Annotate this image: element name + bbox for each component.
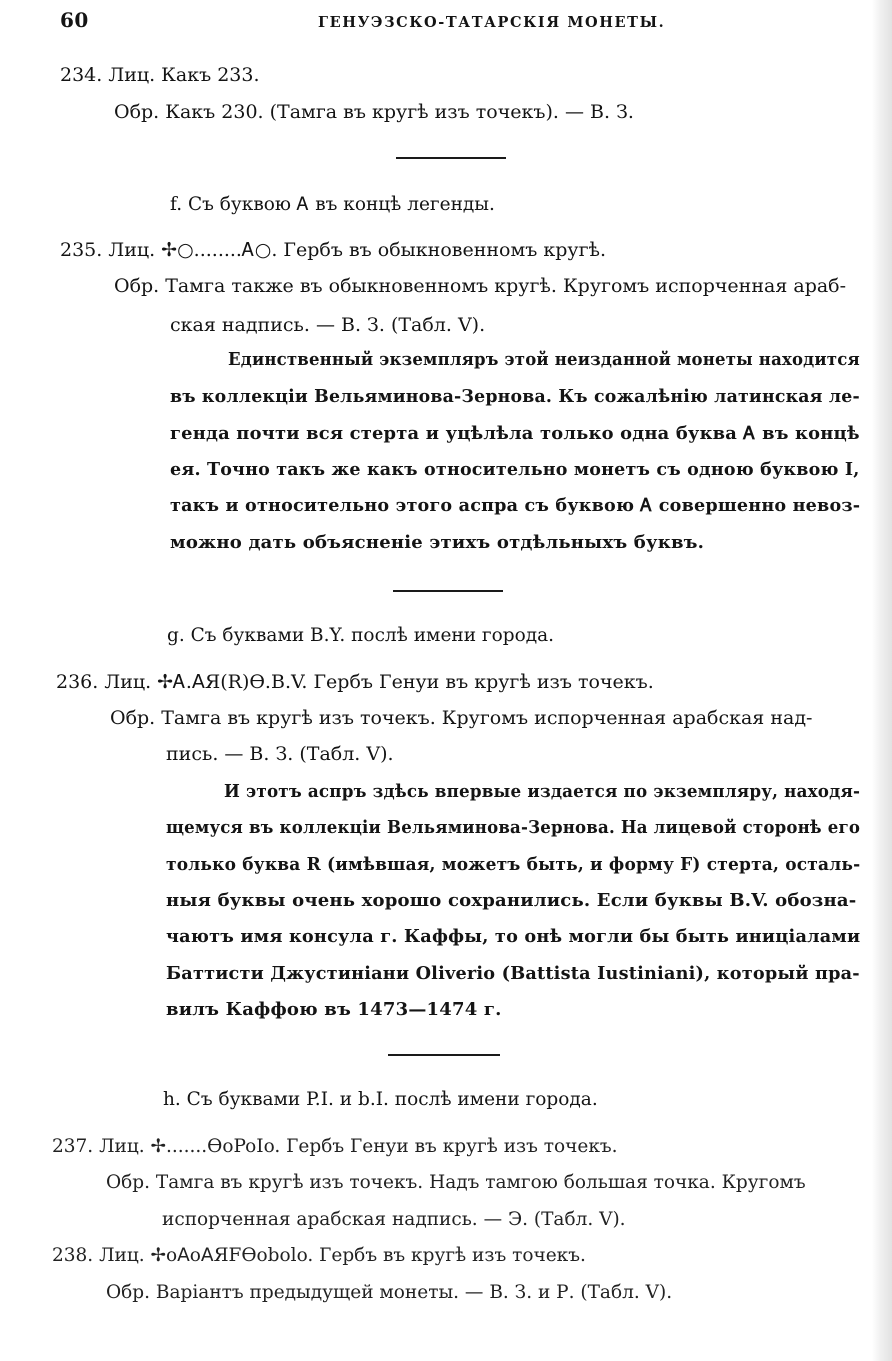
page-edge-shadow: [872, 0, 892, 1361]
entry-236-reverse: Обр. Тамга въ кругѣ изъ точекъ. Кругомъ испорченная арабская над-: [110, 707, 813, 729]
commentary-235-line: генда почти вся стерта и уцѣлѣла только одна буква Ꭺ въ концѣ: [170, 423, 860, 444]
entry-234-reverse: Обр. Какъ 230. (Тамга въ кругѣ изъ точекъ). — В. З.: [114, 101, 634, 123]
commentary-236-line: Баттисти Джустиніани Oliverio (Battista Iustiniani), который пра-: [166, 963, 860, 984]
commentary-235-line: въ коллекціи Вельяминова-Зернова. Къ сожалѣнію латинская ле-: [170, 386, 860, 407]
commentary-236-line: И этотъ аспръ здѣсь впервые издается по экземпляру, находя-: [224, 781, 861, 802]
entry-235-obverse: 235. Лиц. ✢○........Ꭺ○. Гербъ въ обыкновенномъ кругѣ.: [60, 239, 607, 261]
commentary-236-line: только буква R (имѣвшая, можетъ быть, и форму F) стерта, осталь-: [166, 854, 861, 875]
running-title: ГЕНУЭЗСКО-ТАТАРСКІЯ МОНЕТЫ.: [318, 14, 666, 31]
entry-237-reverse: Обр. Тамга въ кругѣ изъ точекъ. Надъ тамгою большая точка. Кругомъ: [106, 1172, 806, 1193]
commentary-235-line: Единственный экземпляръ этой неизданной монеты находится: [228, 349, 860, 370]
section-heading-f: f. Съ буквою Ꭺ въ концѣ легенды.: [170, 194, 495, 215]
entry-237-obverse: 237. Лиц. ✢.......ϴoPoIo. Гербъ Генуи въ кругѣ изъ точекъ.: [52, 1136, 618, 1157]
entry-237-reverse-cont: испорченная арабская надпись. — Э. (Табл. V).: [162, 1209, 626, 1230]
entry-235-reverse: Обр. Тамга также въ обыкновенномъ кругѣ. Кругомъ испорченная араб-: [114, 275, 847, 297]
commentary-236-line: щемуся въ коллекціи Вельяминова-Зернова. На лицевой сторонѣ его: [166, 817, 861, 838]
section-heading-h: h. Съ буквами P.I. и b.I. послѣ имени города.: [163, 1089, 598, 1110]
section-divider: [388, 1054, 500, 1056]
page-number: 60: [60, 8, 89, 32]
commentary-236-line: чаютъ имя консула г. Каффы, то онѣ могли бы быть иниціалами: [166, 926, 861, 947]
commentary-236-line: вилъ Каффою въ 1473—1474 г.: [166, 999, 502, 1020]
entry-234-obverse: 234. Лиц. Какъ 233.: [60, 64, 260, 86]
entry-238-reverse: Обр. Варіантъ предыдущей монеты. — В. З. и Р. (Табл. V).: [106, 1282, 673, 1303]
commentary-235-line: такъ и относительно этого аспра съ буквою Ꭺ совершенно невоз-: [170, 495, 861, 516]
section-heading-g: g. Съ буквами B.Y. послѣ имени города.: [167, 625, 555, 646]
entry-235-reverse-cont: ская надпись. — В. З. (Табл. V).: [170, 314, 486, 336]
entry-238-obverse: 238. Лиц. ✢oꓮoꓮЯFϴobolo. Гербъ въ кругѣ изъ точекъ.: [52, 1245, 586, 1266]
section-divider: [396, 157, 506, 159]
commentary-235-line: ея. Точно такъ же какъ относительно монетъ съ одною буквою Ⅰ,: [170, 459, 860, 480]
commentary-236-line: ныя буквы очень хорошо сохранились. Если буквы B.V. обозна-: [166, 890, 857, 911]
entry-236-reverse-cont: пись. — В. З. (Табл. V).: [166, 743, 394, 765]
entry-236-obverse: 236. Лиц. ✢Ꭺ.ꓮЯ(R)ϴ.B.V. Гербъ Генуи въ кругѣ изъ точекъ.: [56, 671, 654, 693]
section-divider: [393, 590, 503, 592]
commentary-235-line: можно дать объясненіе этихъ отдѣльныхъ буквъ.: [170, 532, 705, 553]
